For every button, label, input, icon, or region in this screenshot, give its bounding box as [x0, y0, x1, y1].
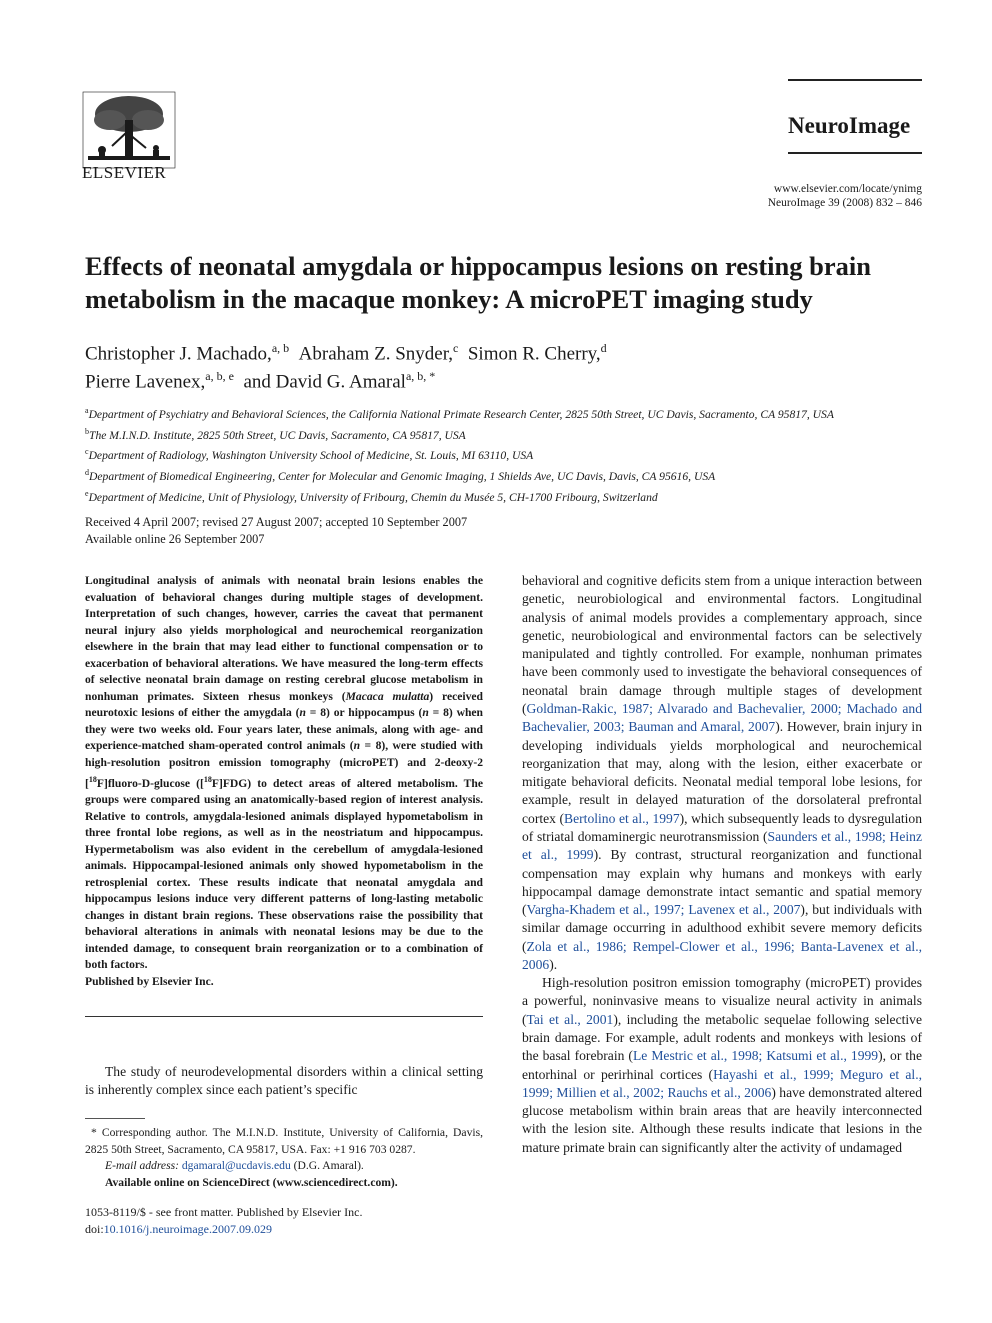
body-text: ).	[549, 956, 558, 972]
affiliation	[85, 486, 935, 507]
journal-name: NeuroImage	[788, 113, 911, 138]
author-affil-sup: a, b, *	[405, 369, 436, 384]
body-text: ), but individuals with similar damage occurring in adulthood exhibit severe memory deficits (	[522, 902, 922, 954]
abstract-text: Longitudinal analysis of animals with neonatal brain lesions enables the evaluation of behavioral changes during multiple stages of development. Interpretation of such changes, however, carries the caveat that permanent neural injury also yields morphological and neurochemical reorganization elsewhere in the brain that may lead either to functional compensation or to exacerbation of behavioral alterations. We have measured the long-term effects of selective neonatal brain damage on resting cerebral glucose metabolism in nonhuman primates. Sixteen rhesus monkeys (	[85, 574, 483, 703]
article-title: Effects of neonatal amygdala or hippocampus lesions on resting brain metabolism in the macaque monkey: A microPET imaging study	[85, 251, 871, 314]
author-affil-sup: a, b, e	[205, 369, 234, 384]
corresponding-author-note: * Corresponding author. The M.I.N.D. Institute, University of California, Davis, 2825 50th Street, Sacramento, CA 95817, USA. Fax: +1 916 703 0287.	[85, 1126, 483, 1156]
isotope-sup: 18	[203, 774, 212, 784]
citation-link[interactable]: Saunders et al., 1998; Heinz et al., 1999	[522, 828, 922, 863]
abstract-text: = 8) or hippocampus (	[305, 706, 423, 720]
doi-link[interactable]: 10.1016/j.neuroimage.2007.09.029	[103, 1222, 272, 1236]
email-suffix: (D.G. Amaral).	[290, 1159, 364, 1173]
journal-url[interactable]: www.elsevier.com/locate/ynimg	[773, 183, 922, 195]
doi-line	[85, 1221, 363, 1238]
citation-link[interactable]: Zola et al., 1986; Rempel-Clower et al., 1996; Banta-Lavenex et al., 2006	[522, 938, 922, 972]
author-name: Christopher J. Machado,	[85, 343, 272, 365]
footnote	[85, 1125, 483, 1191]
author-name: and David G. Amaral	[243, 371, 406, 393]
n-symbol: n	[422, 706, 429, 720]
abstract-text: = 8), were studied with high-resolution positron emission tomography (microPET) and 2-deoxy-2 [	[85, 739, 483, 790]
affiliation	[85, 424, 935, 445]
body-text: ). By contrast, structural reorganization and functional compensation may explain why humans and monkeys with early hippocampal damage demonstrate intact semantic and spatial memory (	[522, 847, 922, 918]
affiliation-sup: d	[85, 467, 89, 477]
received-dates: Received 4 April 2007; revised 27 August 2007; accepted 10 September 2007	[85, 515, 468, 529]
citation-link[interactable]: Vargha-Khadem et al., 1997; Lavenex et al., 2007	[526, 902, 801, 918]
paragraph	[522, 974, 922, 1157]
affiliations	[85, 403, 935, 506]
body-text: High-resolution positron emission tomography (microPET) provides a powerful, noninvasive means to visualize neural activity in animals (	[522, 975, 922, 1027]
citation-link[interactable]: Hayashi et al., 1999; Meguro et al., 1999; Millien et al., 2002; Rauchs et al., 2006	[522, 1066, 922, 1100]
abstract-text: F]fluoro-D-glucose ([	[96, 776, 204, 790]
affiliation-text: Department of Medicine, Unit of Physiology, University of Fribourg, Chemin du Musée 5, CH-1700 Fribourg, Switzerland	[88, 490, 658, 504]
author-line-1	[85, 337, 925, 365]
affiliation-sup: e	[85, 488, 89, 498]
body-text: ) have demonstrated altered glucose metabolism within brain areas that are heavily interconnected with the lesion site. Although these results indicate that lesions in the mature primate brain can significantly alter the activity of undamaged	[522, 1084, 922, 1155]
body-text: ). However, brain injury in developing individuals yields morphological and neurochemical reorganization that may, along with the lesion, either exacerbate or mitigate behavioral deficits. Neonatal medial temporal lobe lesions, for example, result in delayed maturation of the dorsolateral prefrontal cortex (	[522, 719, 922, 826]
journal-rule-top	[788, 79, 922, 81]
doi-label: doi:	[85, 1222, 104, 1236]
author-affil-sup: a, b	[271, 341, 290, 355]
affiliation-text: Department of Radiology, Washington University School of Medicine, St. Louis, MI 63110, USA	[88, 449, 534, 463]
affiliation-text: Department of Psychiatry and Behavioral Sciences, the California National Primate Research Center, 2825 50th Street, UC Davis, Sacramento, CA 95817, USA	[88, 407, 834, 421]
species-name: Macaca mulatta	[345, 689, 430, 703]
author-name: Abraham Z. Snyder,	[298, 343, 454, 365]
author-affil-sup: d	[600, 341, 607, 355]
intro-text-left: The study of neurodevelopmental disorders within a clinical setting is inherently complex since each patient’s specific	[85, 1064, 483, 1098]
affiliation-text: The M.I.N.D. Institute, 2825 50th Street, UC Davis, Sacramento, CA 95817, USA	[89, 428, 466, 442]
abstract	[85, 573, 483, 991]
sciencedirect-note: Available online on ScienceDirect (www.sciencedirect.com).	[105, 1175, 398, 1189]
author-list	[85, 337, 925, 394]
journal-rule-bottom	[788, 152, 922, 154]
email-line	[85, 1158, 483, 1175]
author-name: Simon R. Cherry,	[467, 343, 601, 365]
article-dates	[85, 514, 467, 548]
affiliation	[85, 444, 935, 465]
affiliation-sup: a	[85, 406, 89, 415]
n-symbol: n	[299, 706, 306, 720]
affiliation-text: Department of Biomedical Engineering, Center for Molecular and Genomic Imaging, 1 Shields Ave, UC Davis, Davis, CA 95616, USA	[89, 469, 716, 483]
issn-line: 1053-8119/$ - see front matter. Published by Elsevier Inc.	[85, 1205, 363, 1219]
affiliation-sup: b	[85, 426, 89, 436]
citation-link[interactable]: Goldman-Rakic, 1987; Alvarado and Bachevalier, 2000; Machado and Bachevalier, 2003; Bauman and Amaral, 2007	[522, 700, 922, 735]
abstract-text: ) received neurotoxic lesions of either the amygdala (	[85, 689, 483, 720]
abstract-text: F]FDG) to detect areas of altered metabolism. The groups were compared using an anatomically-based region of interest analysis. Relative to controls, amygdala-lesioned animals displayed hypometabolism in three frontal lobe regions, as well as in the neostriatum and hippocampus. Hypermetabolism was also evident in the cerebellum of amygdala-lesioned animals. Hippocampal-lesioned animals only showed hypometabolism in the retrosplenial cortex. These results indicate that neonatal amygdala and hippocampus lesions induce very different patterns of long-lasting metabolic changes in distant brain regions. These observations raise the possibility that behavioral alterations in animals with neonatal lesions may be due to the intended damage, to consequent brain reorganization or to a combination of both factors.	[85, 776, 483, 972]
body-text: ), including the metabolic sequelae following selective brain damage. For example, adult rodents and monkeys with lesions of the basal forebrain (	[522, 1011, 923, 1064]
citation-link[interactable]: Le Mestric et al., 1998; Katsumi et al., 1999	[632, 1048, 879, 1064]
affiliation	[85, 465, 935, 486]
publisher-name: ELSEVIER	[82, 163, 167, 182]
body-text: ), which subsequently leads to dysregulation of striatal domaminergic neurotransmission (	[522, 810, 922, 844]
citation-link[interactable]: Tai et al., 2001	[526, 1011, 614, 1027]
available-online-date: Available online 26 September 2007	[85, 532, 265, 546]
paragraph	[522, 572, 922, 974]
affiliation-sup: c	[85, 447, 89, 457]
abstract-published-note: Published by Elsevier Inc.	[85, 974, 214, 988]
body-text-right	[522, 572, 922, 1157]
n-symbol: n	[353, 739, 361, 753]
email-link[interactable]: dgamaral@ucdavis.edu	[181, 1159, 291, 1173]
citation-link[interactable]: Bertolino et al., 1997	[564, 810, 680, 826]
issn-block	[85, 1204, 363, 1238]
author-name: Pierre Lavenex,	[85, 371, 206, 393]
affiliation	[85, 403, 935, 424]
email-label: E-mail address:	[105, 1159, 179, 1173]
abstract-text: = 8) when they were two weeks old. Four years later, these animals, along with age- and experience-matched sham-operated control animals (	[85, 706, 483, 753]
author-line-2	[85, 365, 925, 393]
isotope-sup: 18	[88, 774, 97, 784]
body-text: ), or the entorhinal or perirhinal cortices (	[522, 1048, 923, 1082]
journal-citation: NeuroImage 39 (2008) 832 – 846	[767, 197, 922, 209]
body-text: behavioral and cognitive deficits stem from a unique interaction between genetic, neurobiological and environmental factors. Longitudinal analysis of animal models provides a complementary approach, since genetic, neurobiological and environmental factors can be selectively manipulated and tightly controlled. For example, nonhuman primates have been commonly used to investigate the behavioral consequences of neonatal brain damage through multiple stages of development (	[522, 573, 922, 716]
author-affil-sup: c	[453, 341, 459, 355]
footnote-divider	[85, 1118, 145, 1119]
abstract-divider	[85, 1016, 483, 1017]
